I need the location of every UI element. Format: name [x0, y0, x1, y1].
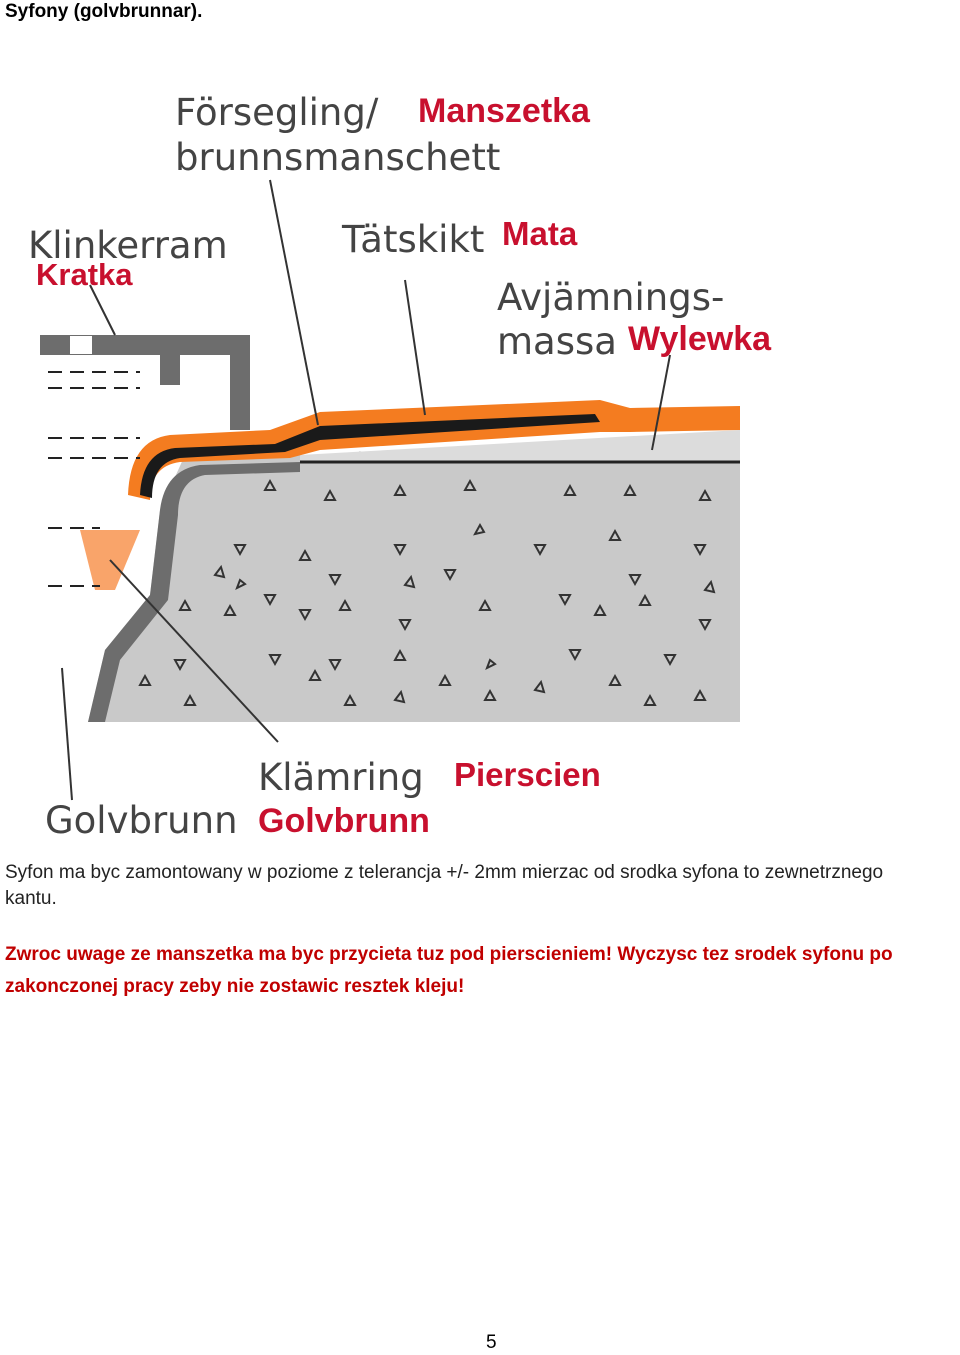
label-avjamnings-1: Avjämnings- [497, 276, 725, 319]
warning-line-2: zakonczonej pracy zeby nie zostawic resztek kleju! [5, 976, 465, 997]
page-heading: Syfony (golvbrunnar). [5, 1, 203, 22]
label-kratka: Kratka [36, 257, 133, 292]
label-tatskikt: Tätskikt [342, 218, 485, 261]
label-pierscien: Pierscien [454, 756, 601, 793]
label-golvbrunn-sv: Golvbrunn [45, 799, 238, 842]
floor-drain-diagram [0, 70, 960, 850]
label-golvbrunn-pl: Golvbrunn [258, 802, 430, 840]
label-klinkerram: Klinkerram [28, 224, 228, 267]
label-forsegling-2: brunnsmanschett [175, 136, 501, 179]
warning-note [5, 939, 960, 1003]
label-forsegling-1: Försegling/ [175, 91, 379, 134]
concrete-base [88, 455, 740, 722]
grate-frame-white [70, 336, 92, 354]
warning-line-1: Zwroc uwage ze manszetka ma byc przycieta tuz pod pierscieniem! Wyczysc tez srodek syfonu po [5, 944, 893, 965]
label-manszetka: Manszetka [418, 92, 590, 130]
label-mata: Mata [502, 215, 578, 252]
label-avjamnings-2: massa [497, 320, 617, 363]
page-number: 5 [486, 1332, 497, 1353]
label-klamring: Klämring [258, 756, 424, 799]
installation-note: Syfon ma byc zamontowany w poziome z telerancja +/- 2mm mierzac od srodka syfona to zewnetrznego kantu. [5, 862, 884, 909]
label-wylewka: Wylewka [628, 320, 772, 358]
